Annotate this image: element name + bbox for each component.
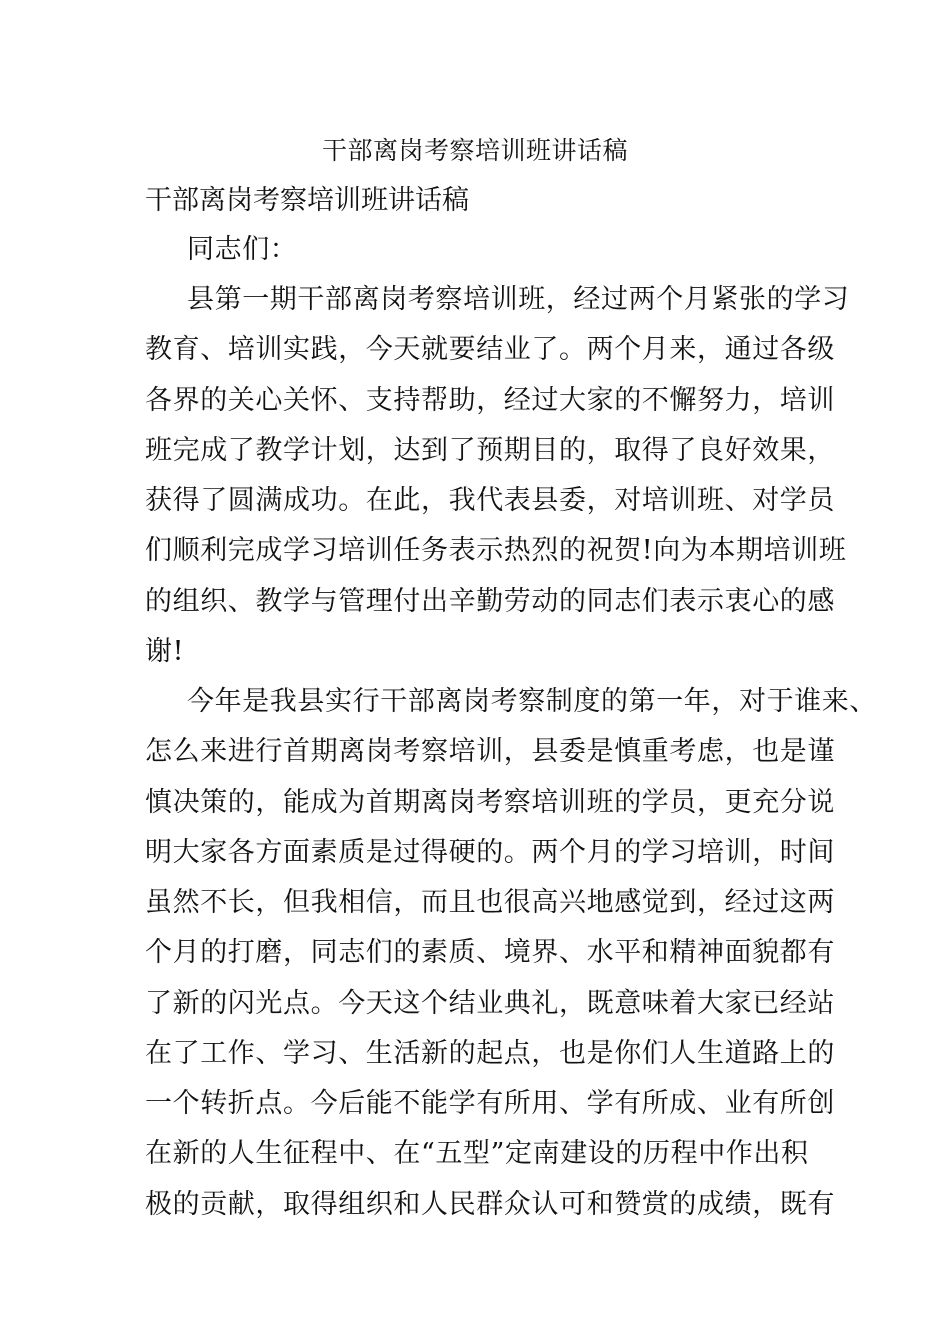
paragraph-1-line: 们顺利完成学习培训任务表示热烈的祝贺!向为本期培训班 bbox=[145, 535, 847, 566]
paragraph-2-line: 在了工作、学习、生活新的起点，也是你们人生道路上的 bbox=[145, 1038, 835, 1069]
paragraph-2-line: 怎么来进行首期离岗考察培训，县委是慎重考虑，也是谨 bbox=[145, 736, 835, 767]
paragraph-2-line: 明大家各方面素质是过得硬的。两个月的学习培训，时间 bbox=[145, 837, 835, 868]
paragraph-2-line: 今年是我县实行干部离岗考察制度的第一年，对于谁来、 bbox=[187, 686, 877, 717]
document-title: 干部离岗考察培训班讲话稿 bbox=[321, 136, 628, 165]
paragraph-1-line: 的组织、教学与管理付出辛勤劳动的同志们表示衷心的感 bbox=[145, 586, 835, 617]
salutation: 同志们： bbox=[187, 234, 298, 265]
document-heading: 干部离岗考察培训班讲话稿 bbox=[145, 185, 469, 216]
paragraph-2-line: 极的贡献，取得组织和人民群众认可和赞赏的成绩，既有 bbox=[145, 1189, 835, 1220]
paragraph-2-line: 慎决策的，能成为首期离岗考察培训班的学员，更充分说 bbox=[145, 787, 835, 818]
paragraph-1-line: 获得了圆满成功。在此，我代表县委，对培训班、对学员 bbox=[145, 485, 835, 516]
paragraph-1-line: 各界的关心关怀、支持帮助，经过大家的不懈努力，培训 bbox=[145, 385, 835, 416]
paragraph-2-line: 一个转折点。今后能不能学有所用、学有所成、业有所创 bbox=[145, 1088, 835, 1119]
paragraph-2-line: 在新的人生征程中、在“五型”定南建设的历程中作出积 bbox=[145, 1138, 809, 1169]
paragraph-1-line: 班完成了教学计划，达到了预期目的，取得了良好效果， bbox=[145, 435, 835, 466]
paragraph-2-line: 了新的闪光点。今天这个结业典礼，既意味着大家已经站 bbox=[145, 988, 835, 1019]
paragraph-1-line: 县第一期干部离岗考察培训班，经过两个月紧张的学习 bbox=[187, 284, 850, 315]
paragraph-2-line: 虽然不长，但我相信，而且也很高兴地感觉到，经过这两 bbox=[145, 887, 835, 918]
paragraph-1-line: 谢! bbox=[145, 636, 185, 667]
paragraph-1-line: 教育、培训实践，今天就要结业了。两个月来，通过各级 bbox=[145, 334, 835, 365]
paragraph-2-line: 个月的打磨，同志们的素质、境界、水平和精神面貌都有 bbox=[145, 937, 835, 968]
